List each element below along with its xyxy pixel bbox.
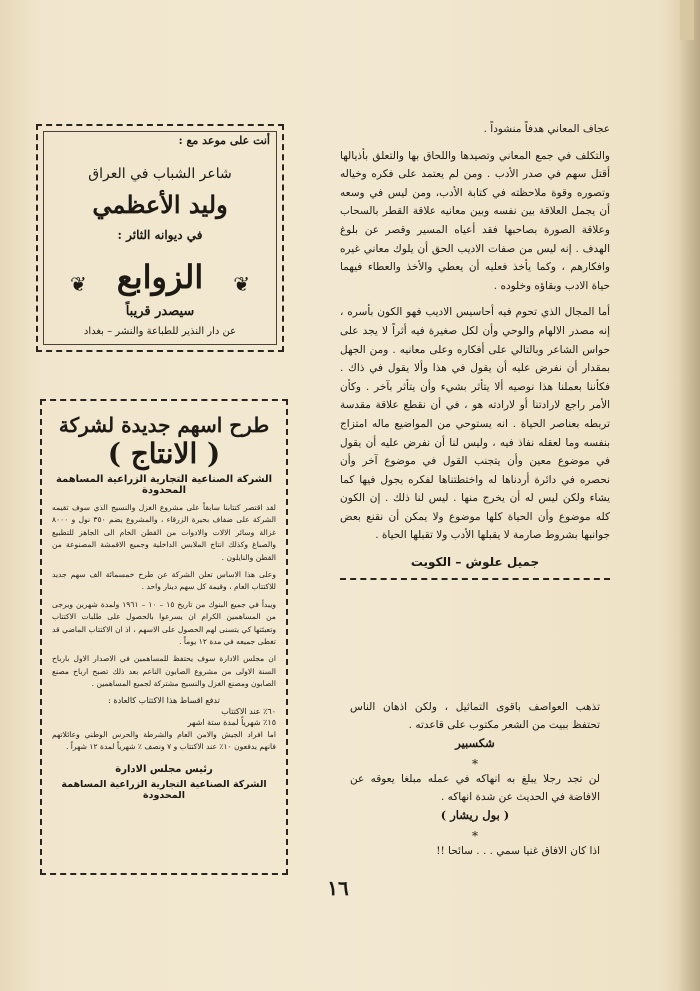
ad-brand: ( الانتاج ): [107, 437, 221, 470]
quote-text: اذا كان الافاق غنيا سمي . . . سائحا !!: [436, 845, 600, 857]
book-title: الزوابع: [116, 258, 204, 296]
quotes-section: [350, 698, 600, 860]
article-paragraph: عجاف المعاني هدفاً منشوداً .: [483, 123, 610, 135]
book-announcement-box: [36, 124, 284, 352]
ornament-icon: ❦: [233, 272, 250, 296]
poet-name: وليد الأعظمي: [92, 190, 228, 219]
ad-headline: طرح اسهم جديدة لشركة: [58, 413, 270, 437]
quote-author: شكسبير: [455, 736, 495, 750]
article-paragraph: أما المجال الذي تحوم فيه أحاسيس الاديب فهو الكون بأسره ، إنه مصدر الالهام والوحي وأن لكل صغيرة فيه أثراً لا يجد على حواس الشاعر وبالتالي على أفكاره وعلى معانيه . ومن الجهل بمقدار أن نفرض عليه أن يقول في هذا وألا يقول في ذاك . فكأننا بعملنا هذا نوصيه ألا يتأثر بشيء وأن يتأثر بآخر . وكأن الأمر راجع لارادتنا أو لارادته هو ، في أن نقطع علاقة مقدسة تربطه بعناصر الحياة . انه يستوحي من المواضيع ماله امتزاج بنفسه وما لعقله نفاذ فيه ، وليس لنا أن نفرض عليه أن يقول في موضوع معين وأن يتجنب القول في موضوع آخر وأن نحصره في دائرة أردناها له واختطتناها لفكره يجول فيها كما يشاء ولكن ليس له أن يخرج منها . ليس لنا ذلك . إن الكون كله موضوع وأن الحياة كلها موضوع ولا يمكن أن نقنع بعض جوانبها بشروط صارمة لا يقبلها الأدب ولا تقبلها الحياة .: [340, 306, 610, 542]
quote-text: تذهب العواصف باقوى التماثيل ، ولكن اذهان الناس تحتفظ ببيت من الشعر مكتوب على قاعدته .: [350, 701, 600, 731]
announcement-subtitle: شاعر الشباب في العراق: [88, 166, 232, 182]
coming-soon: سيصدر قريباً: [125, 304, 195, 319]
announcement-collection-label: في ديوانه الثائر :: [117, 228, 203, 242]
ornament-icon: ❦: [70, 272, 87, 296]
page-number: ١٦: [327, 876, 349, 900]
asterisk-separator: *: [472, 829, 478, 843]
article-signature: جميل علوش – الكويت: [410, 555, 540, 570]
page-binding-edge: [678, 0, 700, 991]
article-paragraph: والتكلف في جمع المعاني وتصيدها واللحاق بها والتعلق بأذيالها أقتل سهم في صدر الأدب . ومن لم يعتمد على فكره وخياله وتصوره وقوة ملاحظته في كتابة الأدب، ومن ليس في وسعه أن يجمل العلاقة بين نفسه وبين معانيه علاقة القطر بالسحاب وعلاقة الصورة بصاحبها فقد أعياه المسير وقصر عن بلوغ الهدف . إنه ليس من صفات الاديب الحق أن يلوك معاني غيره وافكارهم ، وكما يأخذ فعليه أن يعطي والأخذ والعطاء فيهما حياة الادب وبقاؤه وخلوده .: [340, 149, 610, 292]
ad-chairman: رئيس مجلس الادارة: [115, 763, 213, 775]
installment-rate: ٦٠٪ عند الاكتتاب: [221, 706, 276, 716]
article: [340, 120, 610, 592]
ad-company: الشركة الصناعية التجارية الزراعية المساهمة المحدودة: [55, 474, 273, 496]
ad-paragraph: ويبدأ في جميع البنوك من تاريخ ١٥ – ١٠ – ١٩٦١ ولمدة شهرين ويرجى من المساهمين الكرام ان يسرعوا بالحصول على طلبات الاكتتاب وتعبئتها كي يتسنى لهم الحصول على الاسهم ، اذ ان الاكتتاب الماضي قد تغطى جميعه في مدة ١٢ يوماً .: [52, 599, 276, 647]
installments-heading: تدفع اقساط هذا الاكتتاب كالعادة :: [108, 695, 220, 705]
quote-author: ( بول ريشار ): [440, 808, 510, 822]
ad-company-footer: الشركة الصناعية التجارية الزراعية المساهمة المحدودة: [61, 778, 267, 801]
divider: [340, 578, 610, 580]
announcement-intro: أنت على موعد مع :: [178, 134, 270, 147]
ad-paragraph: ان مجلس الادارة سوف يحتفظ للمساهمين في الاصدار الاول بارباح السنة الاولى من مشروع الصابون الناعم بعد ذلك تصبح ارباح مصنع الصابون ومصنع الغزل والنسيج مشتركة لجميع المساهمين .: [52, 654, 276, 689]
publisher: عن دار النذير للطباعة والنشر – بغداد: [83, 326, 237, 337]
share-offering-ad: [40, 399, 288, 875]
page-corner-tear: [680, 0, 694, 40]
quote-text: لن تجد رجلا يبلغ به انهاكه في عمله مبلغا يعوقه عن الافاضة في الحديث عن شدة انهاكه .: [350, 773, 600, 803]
ad-note: اما افراد الجيش والامن العام والشرطة والحرس الوطني وعائلاتهم فانهم يدفعون ١٠٪ عند الاكتتاب و ٧ ونصف ٪ شهرياً لمدة ١٢ شهراً .: [52, 729, 276, 752]
asterisk-separator: *: [472, 757, 478, 771]
ad-paragraph: لقد اقتصر كتتابنا سابقاً على مشروع الغزل والنسيج الذي سوف تقيمه الشركة على ضفاف بحيرة الزرقاء ، والمشروع يضم ٣٥٠ نول و ٨٠٠٠ غزالة وسائر الالات والادوات من القطن الخام الى الجاهز للتطبيع والصباغ وكذلك انتاج الملابس الداخلية وجميع الاقمشة المصنوعة من القطن والنايلون .: [52, 503, 276, 562]
installment-rate: ١٥٪ شهرياً لمدة ستة اشهر: [187, 717, 276, 727]
ad-paragraph: وعلى هذا الاساس تعلن الشركة عن طرح خمسمائة الف سهم جديد للاكتتاب العام ، وقيمة كل سهم دينار واحد .: [52, 570, 276, 592]
